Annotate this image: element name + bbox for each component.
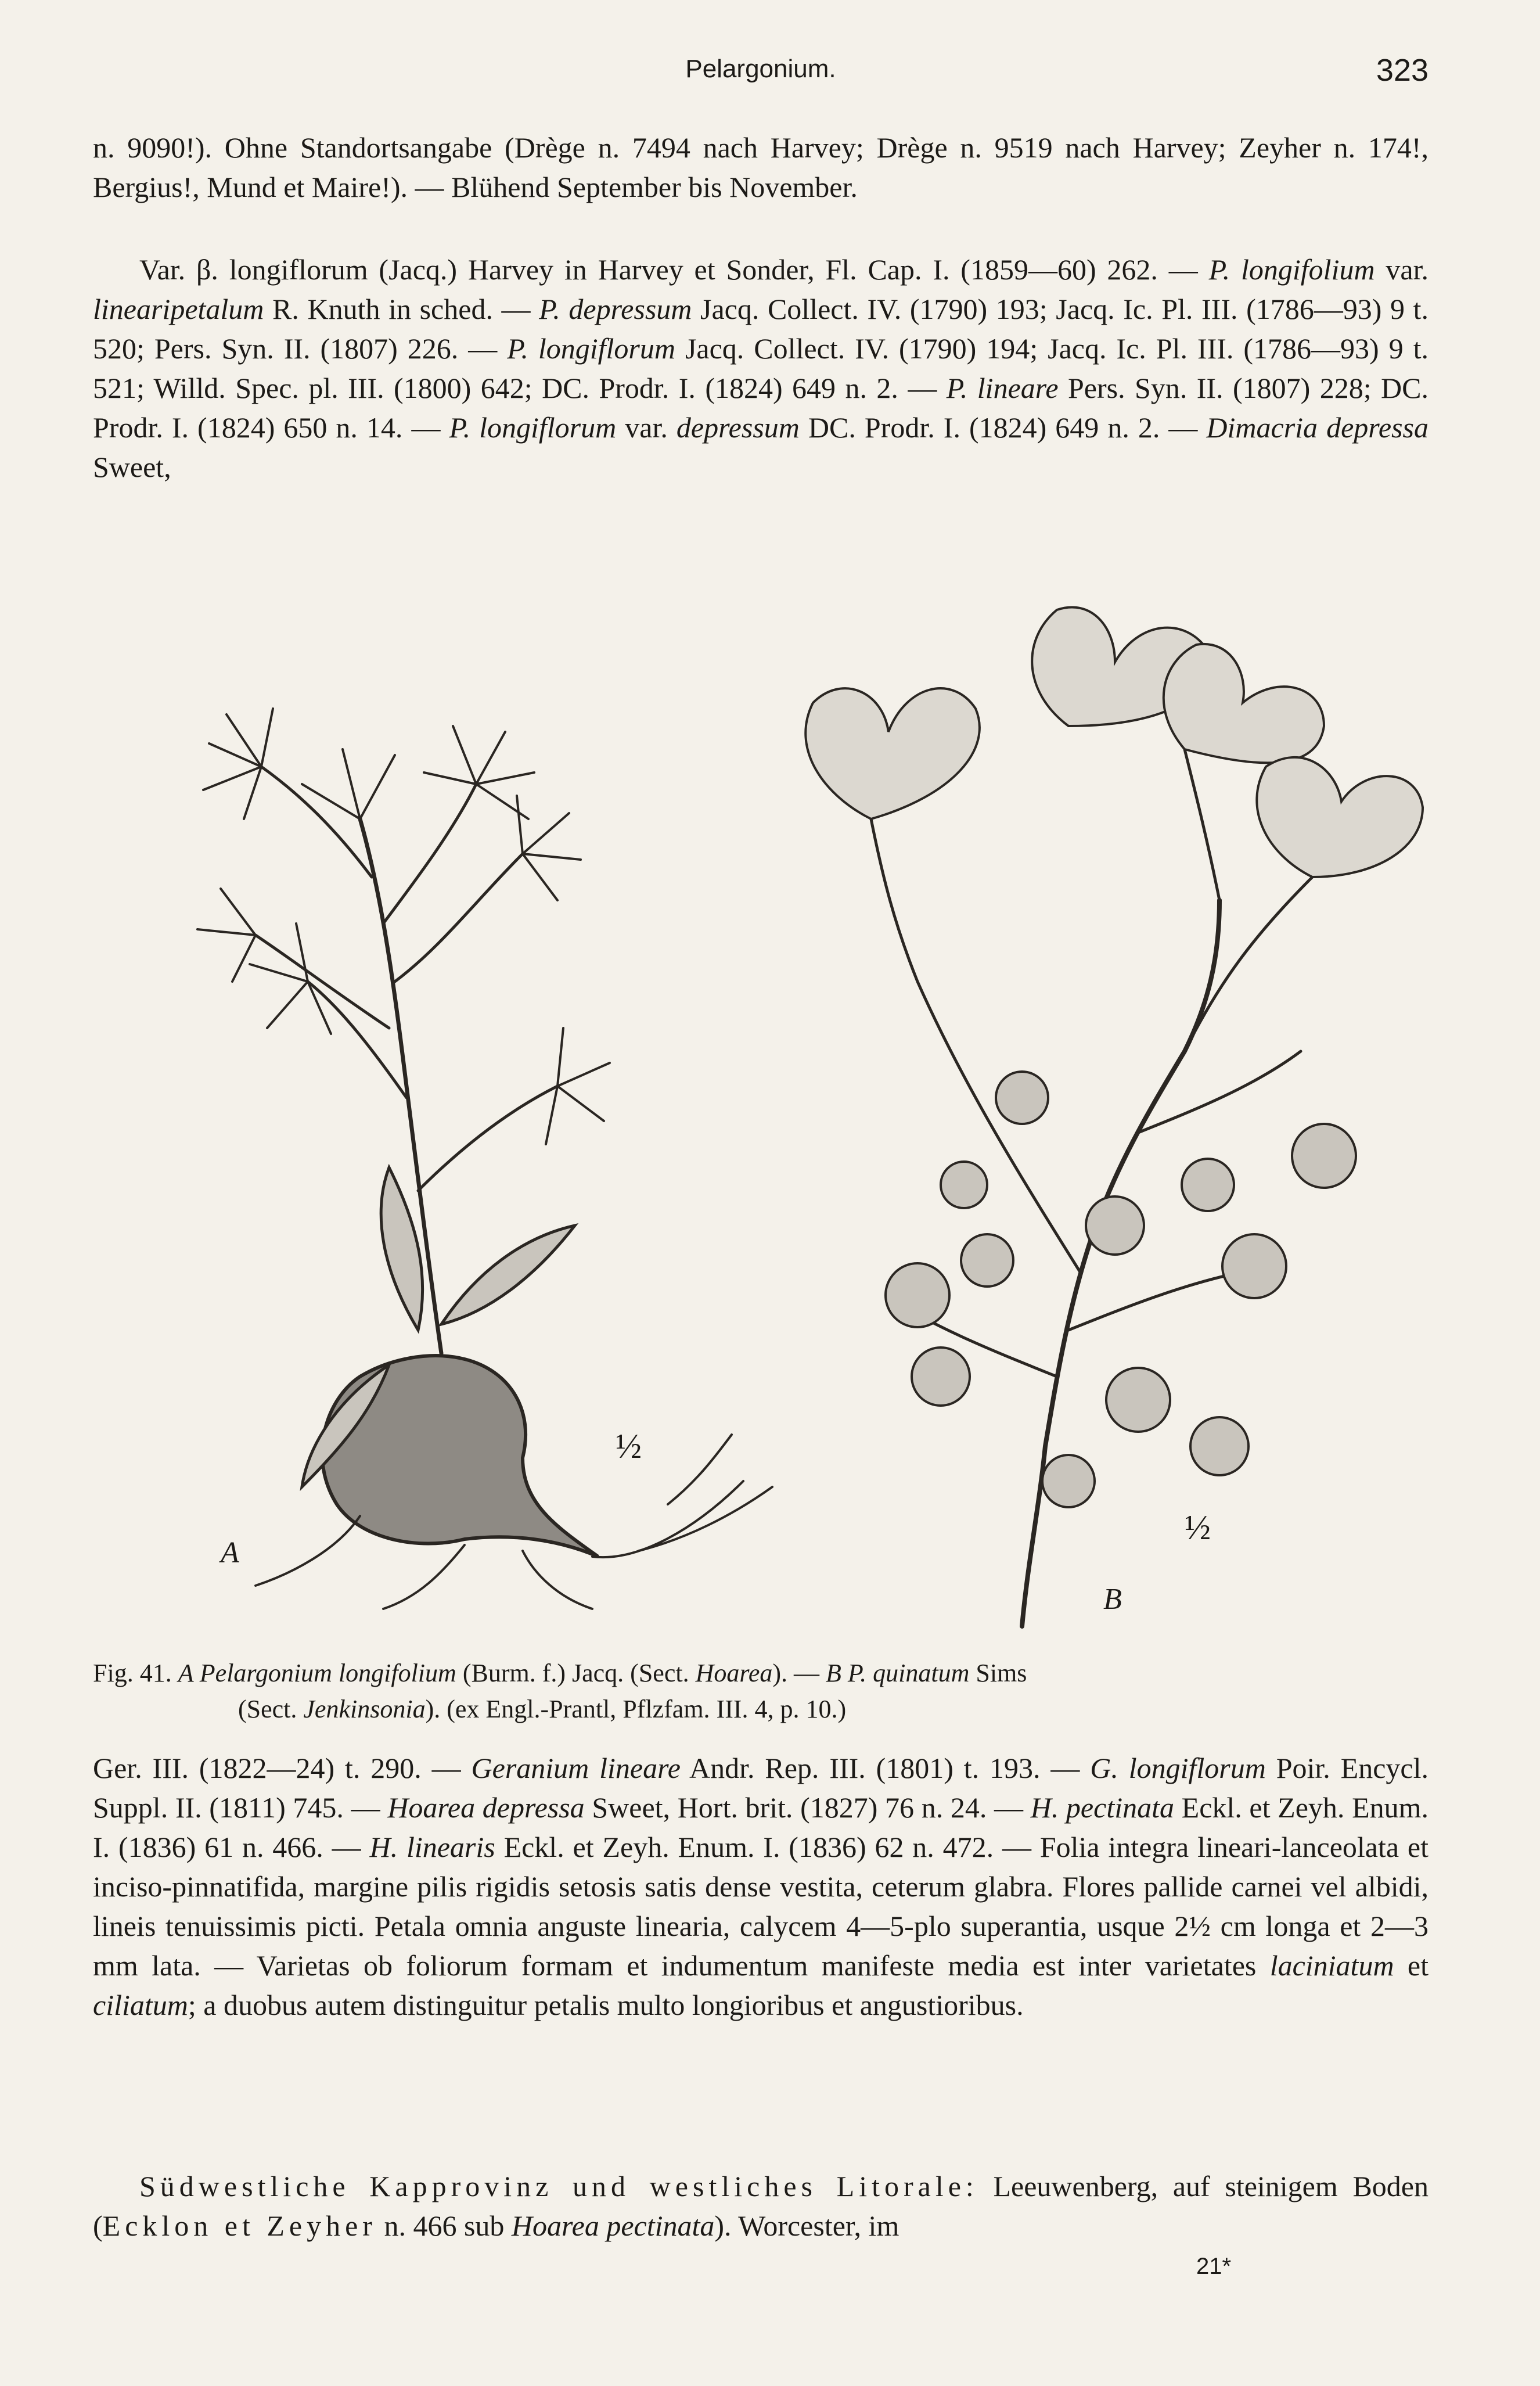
label-b: B xyxy=(1103,1583,1122,1616)
scale-b: ½ xyxy=(1185,1508,1211,1547)
signature-mark: 21* xyxy=(1196,2254,1232,2279)
intro-text: n. 9090!). Ohne Standortsangabe (Drège n. 7494 nach Harvey; Drège n. 9519 nach Harvey; Zeyher n. 174!, Bergius!, Mund et Maire!). — Blühend September bis November. xyxy=(93,131,1429,203)
caption-line-1: Fig. 41. A Pelargonium longifolium (Burm. f.) Jacq. (Sect. Hoarea). — B P. quinatum Sims xyxy=(93,1659,1027,1687)
plant-b-flowers xyxy=(805,608,1423,877)
distribution-text: Südwestliche Kapprovinz und westliches Litorale: Leeuwenberg, auf steinigem Boden (Ecklon et Zeyher n. 466 sub Hoarea pectinata). Worcester, im xyxy=(93,2170,1429,2242)
figure-illustration xyxy=(116,575,1429,1650)
label-a: A xyxy=(221,1536,239,1569)
running-title: Pelargonium. xyxy=(685,55,836,83)
distribution-paragraph xyxy=(93,2166,1429,2245)
continuation-text: Ger. III. (1822—24) t. 290. — Geranium lineare Andr. Rep. III. (1801) t. 193. — G. longiflorum Poir. Encycl. Suppl. II. (1811) 745. — Hoarea depressa Sweet, Hort. brit. (1827) 76 n. 24. — H. pectinata Eckl. et Zeyh. Enum. I. (1836) 61 n. 466. — H. linearis Eckl. et Zeyh. Enum. I. (1836) 62 n. 472. — Folia integra lineari-lanceolata et inciso-pinnatifida, margine pilis rigidis setosis satis dense vestita, ceterum glabra. Flores pallide carnei vel albidi, lineis tenuissimis picti. Petala omnia anguste linearia, calycem 4—5-plo superantia, usque 2½ cm longa et 2—3 mm lata. — Varietas ob foliorum formam et indumentum manifeste media est inter varietates laciniatum et ciliatum; a duobus autem distinguitur petalis multo longioribus et angustioribus. xyxy=(93,1752,1429,2021)
botanical-figure xyxy=(116,575,1429,1650)
caption-line-2: (Sect. Jenkinsonia). (ex Engl.-Prantl, Pflzfam. III. 4, p. 10.) xyxy=(238,1695,847,1723)
plant-b-illustration xyxy=(805,608,1423,1626)
figure-caption xyxy=(93,1655,1429,1727)
scale-a: ½ xyxy=(616,1427,642,1465)
page-number: 323 xyxy=(1376,53,1429,88)
page-header xyxy=(93,52,1429,93)
plant-b-leaves xyxy=(886,1072,1356,1507)
plant-a-illustration xyxy=(197,709,772,1609)
continuation-paragraph xyxy=(93,1748,1429,2025)
intro-paragraph xyxy=(93,128,1429,207)
variety-paragraph xyxy=(93,250,1429,487)
variety-text: Var. β. longiflorum (Jacq.) Harvey in Harvey et Sonder, Fl. Cap. I. (1859—60) 262. — P. longifolium var. linearipetalum R. Knuth in sched. — P. depressum Jacq. Collect. IV. (1790) 193; Jacq. Ic. Pl. III. (1786—93) 9 t. 520; Pers. Syn. II. (1807) 226. — P. longiflorum Jacq. Collect. IV. (1790) 194; Jacq. Ic. Pl. III. (1786—93) 9 t. 521; Willd. Spec. pl. III. (1800) 642; DC. Prodr. I. (1824) 649 n. 2. — P. lineare Pers. Syn. II. (1807) 228; DC. Prodr. I. (1824) 650 n. 14. — P. longiflorum var. depressum DC. Prodr. I. (1824) 649 n. 2. — Dimacria depressa Sweet, xyxy=(93,253,1429,483)
